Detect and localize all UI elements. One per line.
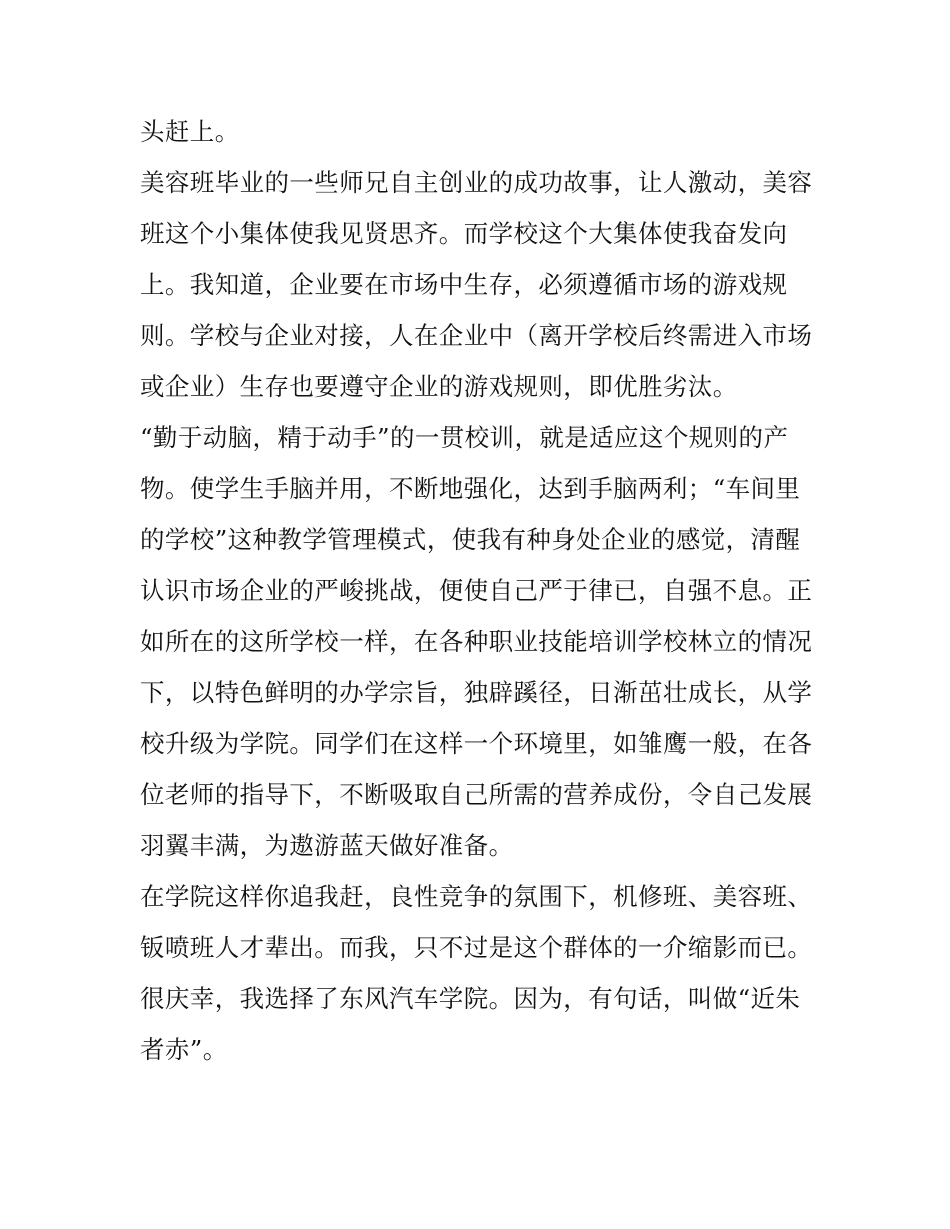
text-line: 位老师的指导下，不断吸取自己所需的营养成份，令自己发展 xyxy=(140,780,813,809)
body-text xyxy=(140,106,820,1075)
text-line: 的学校”这种教学管理模式，使我有种身处企业的感觉，清醒 xyxy=(140,525,801,554)
text-line: 校升级为学院。同学们在这样一个环境里，如雏鹰一般，在各 xyxy=(140,729,813,758)
text-line: 如所在的这所学校一样，在各种职业技能培训学校林立的情况 xyxy=(140,627,813,656)
text-line: 钣喷班人才辈出。而我，只不过是这个群体的一介缩影而已。 xyxy=(140,933,813,962)
text-line: 在学院这样你追我赶，良性竞争的氛围下，机修班、美容班、 xyxy=(140,882,813,911)
text-line: 班这个小集体使我见贤思齐。而学校这个大集体使我奋发向 xyxy=(140,219,788,248)
text-line: 物。使学生手脑并用，不断地强化，达到手脑两利；“车间里 xyxy=(140,474,801,503)
text-line: 则。学校与企业对接，人在企业中（离开学校后终需进入市场 xyxy=(140,321,813,350)
text-line: 羽翼丰满，为遨游蓝天做好准备。 xyxy=(140,831,514,860)
text-line: 或企业）生存也要遵守企业的游戏规则，即优胜劣汰。 xyxy=(140,372,738,401)
text-line: 认识市场企业的严峻挑战，便使自己严于律已，自强不息。正 xyxy=(140,576,813,605)
text-line: 很庆幸，我选择了东风汽车学院。因为，有句话，叫做“近朱 xyxy=(140,984,801,1013)
text-line: “勤于动脑，精于动手”的一贯校训，就是适应这个规则的产 xyxy=(140,423,789,452)
text-line: 美容班毕业的一些师兄自主创业的成功故事，让人激动，美容 xyxy=(140,168,813,197)
text-line: 头赶上。 xyxy=(140,117,240,146)
text-line: 者赤”。 xyxy=(140,1035,228,1064)
text-line: 下，以特色鲜明的办学宗旨，独辟蹊径，日渐茁壮成长，从学 xyxy=(140,678,813,707)
text-line: 上。我知道，企业要在市场中生存，必须遵循市场的游戏规 xyxy=(140,270,788,299)
